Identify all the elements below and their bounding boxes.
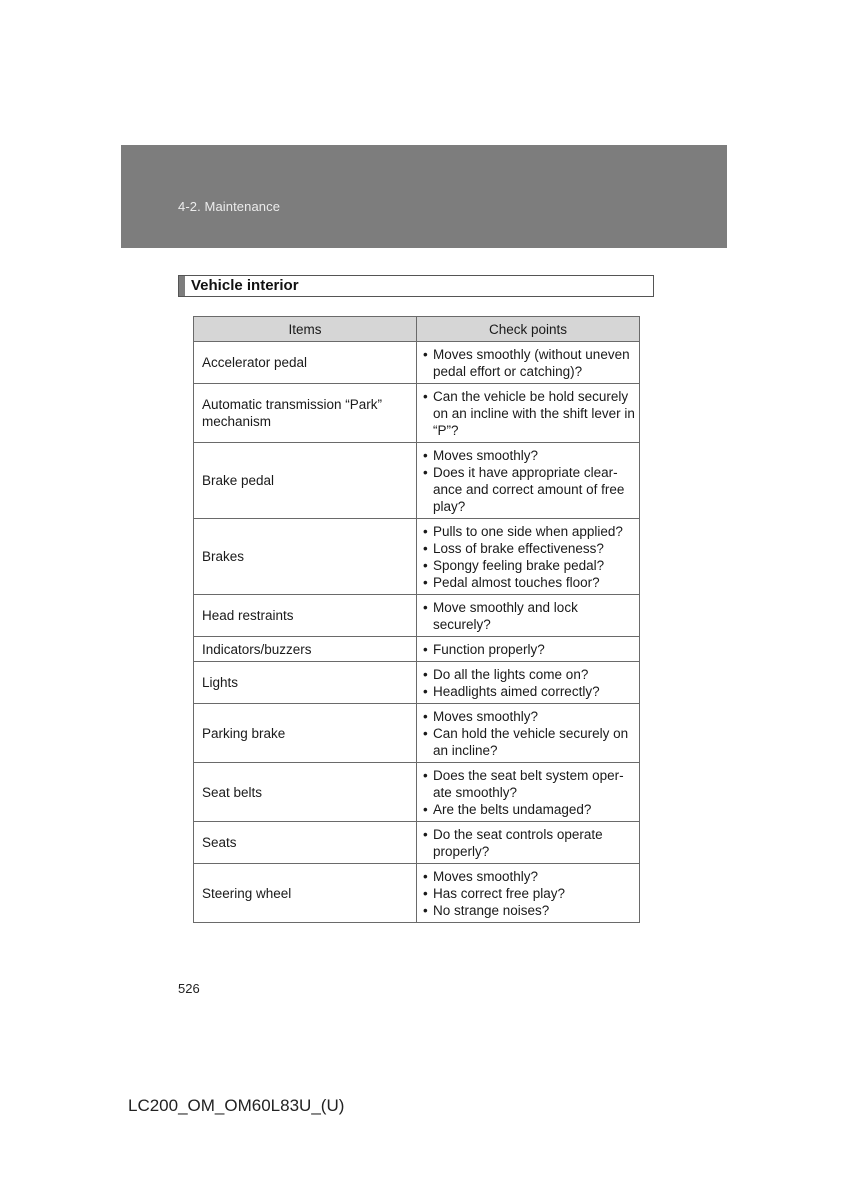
document-code: LC200_OM_OM60L83U_(U) — [128, 1096, 345, 1115]
check-points-list — [423, 641, 635, 658]
check-points-list — [423, 666, 635, 700]
table-body — [194, 342, 640, 923]
check-point: • Has correct free play? — [423, 885, 635, 902]
row-item-name: Seats — [194, 822, 417, 864]
check-points-list — [423, 767, 635, 818]
check-point: • Can the vehicle be hold securely on an incline with the shift lever in “P”? — [423, 388, 635, 439]
row-check-points — [417, 822, 640, 864]
check-point: • Headlights aimed correctly? — [423, 683, 635, 700]
check-point: • Does it have appropriate clear-ance and correct amount of free play? — [423, 464, 635, 515]
row-check-points — [417, 662, 640, 704]
check-point: • Function properly? — [423, 641, 635, 658]
table-row — [194, 763, 640, 822]
check-points-list — [423, 868, 635, 919]
check-points-list — [423, 388, 635, 439]
column-header-items: Items — [194, 317, 417, 342]
check-point: • Moves smoothly? — [423, 708, 635, 725]
check-points-list — [423, 523, 635, 591]
table-row — [194, 822, 640, 864]
row-check-points — [417, 864, 640, 923]
page-number: 526 — [178, 981, 200, 996]
inspection-table — [193, 316, 640, 923]
table-row — [194, 864, 640, 923]
check-point: • Moves smoothly (without uneven pedal effort or catching)? — [423, 346, 635, 380]
row-check-points — [417, 763, 640, 822]
row-item-name: Automatic transmission “Park” mechanism — [194, 384, 417, 443]
row-item-name: Brake pedal — [194, 443, 417, 519]
table-row — [194, 519, 640, 595]
row-check-points — [417, 384, 640, 443]
section-title-marker — [179, 276, 185, 296]
section-title: Vehicle interior — [191, 277, 299, 294]
chapter-section-label: 4-2. Maintenance — [178, 199, 281, 214]
row-check-points — [417, 704, 640, 763]
table-row — [194, 704, 640, 763]
check-point: • Pulls to one side when applied? — [423, 523, 635, 540]
row-check-points — [417, 519, 640, 595]
row-check-points — [417, 342, 640, 384]
table-row — [194, 384, 640, 443]
check-point: • Do the seat controls operate properly? — [423, 826, 635, 860]
column-header-check-points: Check points — [417, 317, 640, 342]
check-point: • Moves smoothly? — [423, 868, 635, 885]
check-point: • Do all the lights come on? — [423, 666, 635, 683]
check-points-list — [423, 447, 635, 515]
row-check-points — [417, 595, 640, 637]
check-point: • Pedal almost touches floor? — [423, 574, 635, 591]
row-item-name: Lights — [194, 662, 417, 704]
row-item-name: Parking brake — [194, 704, 417, 763]
check-point: • Does the seat belt system oper-ate smoothly? — [423, 767, 635, 801]
check-points-list — [423, 708, 635, 759]
row-item-name: Steering wheel — [194, 864, 417, 923]
row-item-name: Brakes — [194, 519, 417, 595]
table-row — [194, 662, 640, 704]
check-points-list — [423, 826, 635, 860]
check-point: • Loss of brake effectiveness? — [423, 540, 635, 557]
check-points-list — [423, 599, 635, 633]
row-item-name: Accelerator pedal — [194, 342, 417, 384]
check-point: • Moves smoothly? — [423, 447, 635, 464]
check-point: • No strange noises? — [423, 902, 635, 919]
row-check-points — [417, 637, 640, 662]
row-check-points — [417, 443, 640, 519]
table-header-row — [194, 317, 640, 342]
chapter-header-band — [121, 145, 727, 248]
row-item-name: Seat belts — [194, 763, 417, 822]
check-point: • Spongy feeling brake pedal? — [423, 557, 635, 574]
check-point: • Are the belts undamaged? — [423, 801, 635, 818]
table-row — [194, 342, 640, 384]
table-row — [194, 595, 640, 637]
row-item-name: Head restraints — [194, 595, 417, 637]
check-points-list — [423, 346, 635, 380]
check-point: • Move smoothly and lock securely? — [423, 599, 635, 633]
table-row — [194, 637, 640, 662]
row-item-name: Indicators/buzzers — [194, 637, 417, 662]
check-point: • Can hold the vehicle securely on an incline? — [423, 725, 635, 759]
section-title-box — [178, 275, 654, 297]
table-row — [194, 443, 640, 519]
